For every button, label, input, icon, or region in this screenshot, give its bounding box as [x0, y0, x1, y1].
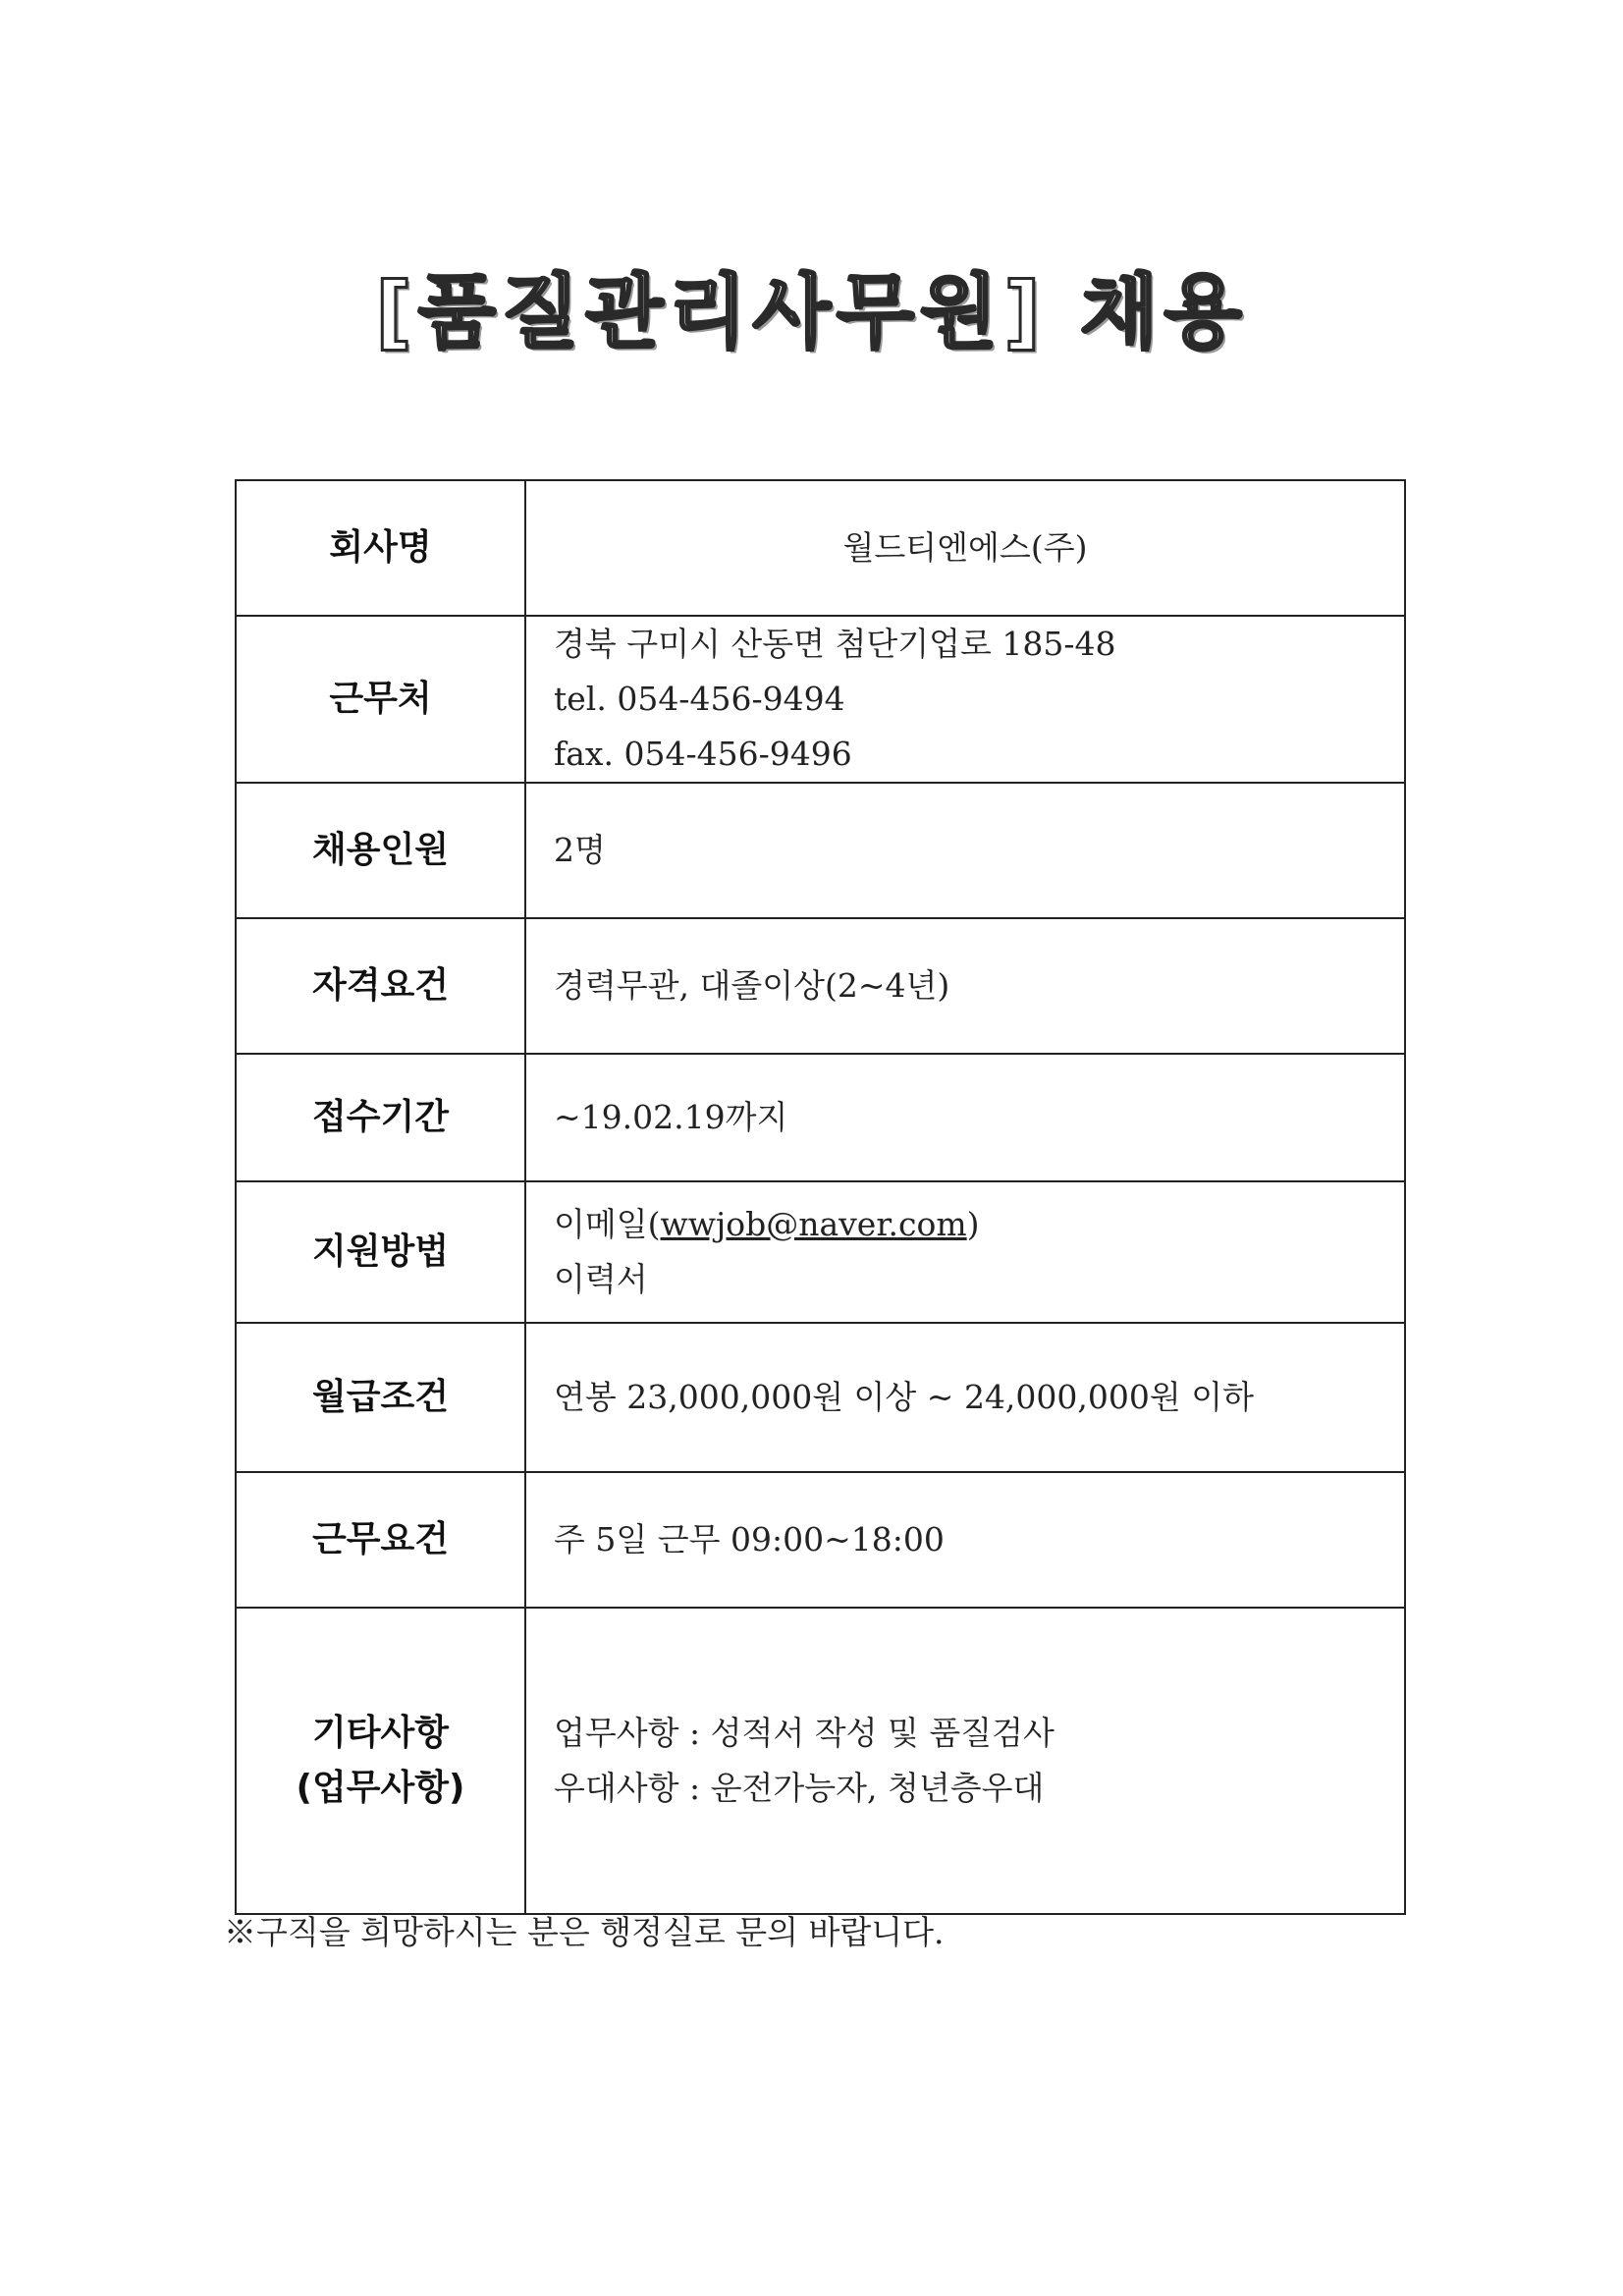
table-row — [236, 1472, 1405, 1608]
row-label-qualification: 자격요건 — [236, 918, 525, 1054]
qualification-value: 경력무관, 대졸이상(2~4년) — [554, 966, 950, 1005]
job-posting-table — [235, 479, 1406, 1915]
table-row — [236, 783, 1405, 918]
row-label-company: 회사명 — [236, 480, 525, 616]
table-row — [236, 1608, 1405, 1914]
row-label-salary: 월급조건 — [236, 1323, 525, 1472]
row-value-workplace — [525, 616, 1405, 783]
row-label-work-conditions: 근무요건 — [236, 1472, 525, 1608]
work-conditions-value: 주 5일 근무 09:00~18:00 — [554, 1520, 945, 1558]
footnote: ※구직을 희망하시는 분은 행정실로 문의 바랍니다. — [224, 1913, 945, 1951]
salary-value: 연봉 23,000,000원 이상 ~ 24,000,000원 이하 — [554, 1378, 1255, 1416]
company-name: 월드티엔에스(주) — [842, 528, 1088, 567]
table-row — [236, 616, 1405, 783]
row-value-headcount — [525, 783, 1405, 918]
workplace-tel: tel. 054-456-9494 — [554, 680, 845, 718]
table-row — [236, 480, 1405, 616]
preference-line: 우대사항 : 운전가능자, 청년층우대 — [554, 1769, 1045, 1807]
workplace-address: 경북 구미시 산동면 첨단기업로 185-48 — [554, 625, 1116, 663]
table-row — [236, 918, 1405, 1054]
table-row — [236, 1054, 1405, 1181]
row-value-other — [525, 1608, 1405, 1914]
row-value-qualification — [525, 918, 1405, 1054]
row-value-company — [525, 480, 1405, 616]
row-label-workplace: 근무처 — [236, 616, 525, 783]
email-link[interactable]: wwjob@naver.com — [660, 1205, 967, 1243]
headcount-value: 2명 — [554, 831, 606, 869]
email-prefix: 이메일( — [554, 1205, 661, 1243]
row-label-apply-method: 지원방법 — [236, 1181, 525, 1323]
other-label-line-2: (업무사항) — [296, 1768, 465, 1808]
email-suffix: ) — [966, 1205, 980, 1243]
apply-resume: 이력서 — [554, 1260, 648, 1298]
row-label-headcount: 채용인원 — [236, 783, 525, 918]
row-label-other — [236, 1608, 525, 1914]
duties-line: 업무사항 : 성적서 작성 및 품질검사 — [554, 1714, 1055, 1752]
row-value-salary — [525, 1323, 1405, 1472]
other-label-line-1: 기타사항 — [311, 1713, 450, 1753]
page-title: [품질관리사무원] 채용 — [375, 266, 1248, 359]
workplace-fax: fax. 054-456-9496 — [554, 735, 852, 773]
table-row — [236, 1181, 1405, 1323]
row-label-deadline: 접수기간 — [236, 1054, 525, 1181]
row-value-work-conditions — [525, 1472, 1405, 1608]
apply-email-line — [554, 1197, 1404, 1252]
row-value-deadline — [525, 1054, 1405, 1181]
deadline-value: ~19.02.19까지 — [554, 1098, 788, 1136]
row-value-apply-method — [525, 1181, 1405, 1323]
table-row — [236, 1323, 1405, 1472]
